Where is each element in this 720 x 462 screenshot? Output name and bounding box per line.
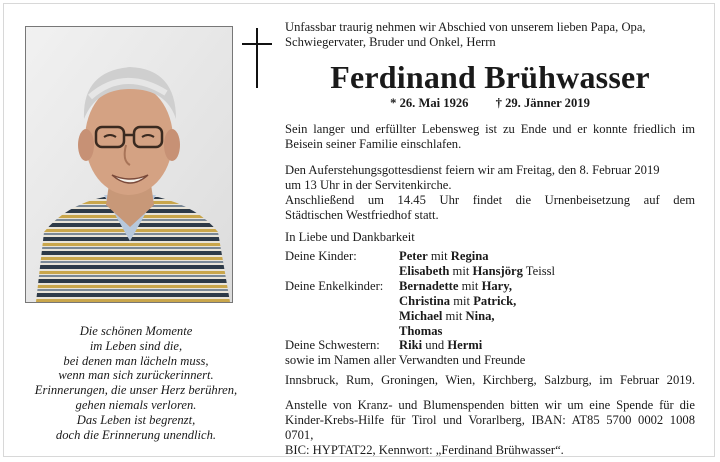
sisters-label: Deine Schwestern:	[285, 338, 380, 353]
poem-line: Erinnerungen, die unser Herz berühren,	[34, 383, 238, 398]
donation-line: Anstelle von Kranz- und Blumenspenden bitten wir um eine Spende für die	[285, 398, 695, 412]
children-row	[285, 264, 695, 279]
cross-icon	[240, 26, 274, 90]
family-entry: Christina mit Patrick,	[399, 293, 517, 308]
family-entry: Bernadette mit Hary,	[399, 278, 512, 293]
service-line: um 13 Uhr in der Servitenkirche.	[285, 177, 452, 192]
poem-line: doch die Erinnerung unendlich.	[55, 427, 217, 442]
grandchildren-label: Deine Enkelkinder:	[285, 278, 384, 293]
poem-line: bei denen man lächeln muss,	[63, 353, 209, 368]
donation-note	[285, 398, 695, 458]
family-entry: Thomas	[399, 323, 443, 338]
family-list	[285, 249, 695, 368]
poem-line: Das Leben ist begrenzt,	[76, 412, 196, 427]
relatives-line: sowie im Namen aller Verwandten und Freunde	[285, 353, 526, 368]
intro-text	[285, 20, 695, 50]
children-row	[285, 249, 695, 264]
grandchildren-row	[285, 279, 695, 294]
death-date: † 29. Jänner 2019	[495, 96, 590, 110]
service-line: Anschließend um 14.45 Uhr findet die Urnenbeisetzung auf dem	[285, 192, 695, 207]
family-entry: Peter mit Regina	[399, 249, 489, 263]
poem-line: wenn man sich zurückerinnert.	[58, 368, 214, 383]
poem-line: im Leben sind die,	[89, 338, 183, 353]
sisters-row	[285, 338, 695, 353]
grandchildren-row	[285, 324, 695, 339]
place-date: Innsbruck, Rum, Groningen, Wien, Kirchberg, Salzburg, im Februar 2019.	[285, 373, 695, 387]
service-line: Den Auferstehungsgottesdienst feiern wir am Freitag, den 8. Februar 2019	[285, 163, 660, 177]
deceased-name: Ferdinand Brühwasser	[330, 59, 650, 95]
portrait-photo	[25, 26, 233, 303]
family-entry: Riki und Hermi	[399, 338, 483, 353]
in-love-line: In Liebe und Dankbarkeit	[285, 230, 415, 244]
donation-line: BIC: HYPTAT22, Kennwort: „Ferdinand Brühwasser“.	[285, 442, 564, 457]
poem-line: gehen niemals verloren.	[75, 397, 197, 412]
grandchildren-row	[285, 294, 695, 309]
grandchildren-row	[285, 309, 695, 324]
family-entry: Elisabeth mit Hansjörg Teissl	[399, 263, 555, 278]
poem-line: Die schönen Momente	[79, 324, 193, 338]
donation-line: Kinder-Krebs-Hilfe für Tirol und Vorarlberg, IBAN: AT85 5700 0002 1008 0701,	[285, 412, 695, 442]
intro-line: Schwiegervater, Bruder und Onkel, Herrn	[285, 34, 496, 49]
service-line: Städtischen Westfriedhof statt.	[285, 207, 439, 222]
life-dates	[285, 96, 695, 111]
family-entry: Michael mit Nina,	[399, 308, 495, 323]
life-paragraph: Sein langer und erfüllter Lebensweg ist zu Ende und er konnte friedlich im Beisein seiner Familie einschlafen.	[285, 122, 695, 151]
service-paragraph	[285, 163, 695, 223]
birth-date: * 26. Mai 1926	[390, 96, 469, 110]
intro-line: Unfassbar traurig nehmen wir Abschied von unserem lieben Papa, Opa,	[285, 20, 646, 34]
memorial-poem	[10, 324, 262, 442]
children-label: Deine Kinder:	[285, 249, 357, 263]
